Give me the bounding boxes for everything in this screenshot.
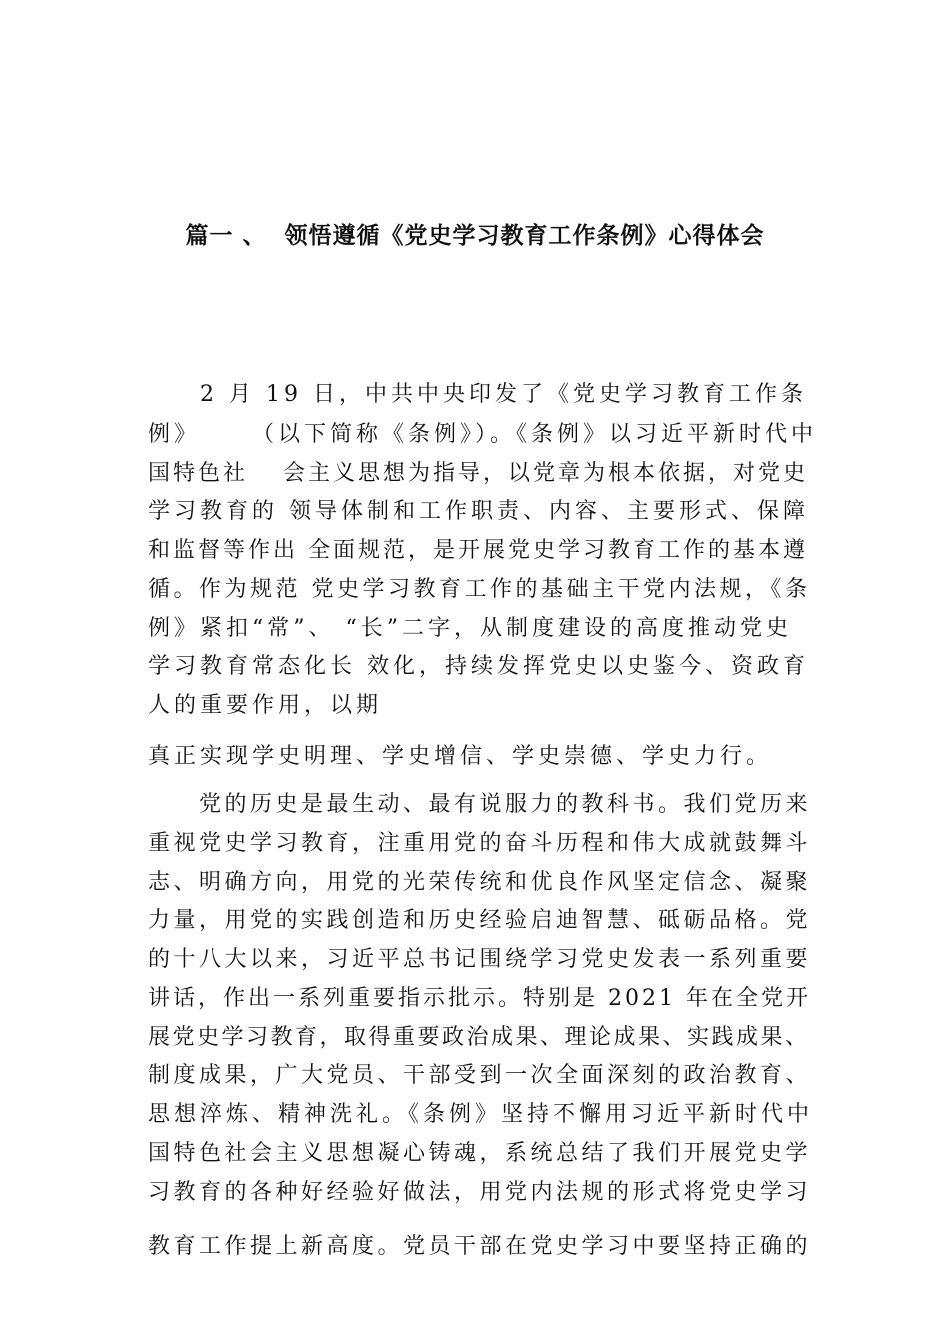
document-title: 篇一 、 领悟遵循《党史学习教育工作条例》心得体会 [185, 223, 765, 249]
body-line: 学习教育的 领导体制和工作职责、内容、主要形式、保障 [148, 499, 809, 524]
body-line: 重视党史学习教育，注重用党的奋斗历程和伟大成就鼓舞斗 [148, 831, 812, 856]
body-line: 例》 （以下简称《条例》）。《条例》以习近平新时代中 [148, 422, 817, 447]
body-line: 国特色社 会主义思想为指导，以党章为根本依据，对党史 [148, 461, 808, 486]
body-line: 党的历史是最生动、最有说服力的教科书。我们党历来 [148, 792, 812, 817]
body-line: 力量，用党的实践创造和历史经验启迪智慧、砥砺品格。党 [148, 908, 812, 933]
body-line: 国特色社会主义思想凝心铸魂，系统总结了我们开展党史学 [148, 1141, 812, 1166]
body-line: 思想淬炼、精神洗礼。《条例》坚持不懈用习近平新时代中 [148, 1102, 814, 1127]
body-line: 循。作为规范 党史学习教育工作的基础主干党内法规，《条 [148, 577, 811, 602]
body-line: 制度成果，广大党员、干部受到一次全面深刻的政治教育、 [148, 1063, 812, 1088]
body-line: 2 月 19 日，中共中央印发了《党史学习教育工作条 [148, 382, 807, 407]
body-line: 人的重要作用，以期 [148, 693, 383, 718]
body-line: 讲话，作出一系列重要指示批示。特别是 2021 年在全党开 [148, 986, 811, 1011]
body-line: 志、明确方向，用党的光荣传统和优良作风坚定信念、凝聚 [148, 870, 812, 895]
body-line: 真正实现学史明理、学史增信、学史崇德、学史力行。 [148, 744, 773, 769]
body-line: 展党史学习教育，取得重要政治成果、理论成果、实践成果、 [148, 1025, 810, 1050]
body-line: 的十八大以来，习近平总书记围绕学习党史发表一系列重要 [148, 947, 812, 972]
body-line: 教育工作提上新高度。党员干部在党史学习中要坚持正确的 [148, 1234, 812, 1259]
body-line: 和监督等作出 全面规范，是开展党史学习教育工作的基本遵 [148, 538, 808, 563]
body-line: 习教育的各种好经验好做法，用党内法规的形式将党史学习 [148, 1180, 812, 1205]
body-line: 例》紧扣“常”、 “长”二字，从制度建设的高度推动党史 [148, 616, 792, 641]
body-line: 学习教育常态化长 效化，持续发挥党史以史鉴今、资政育 [148, 654, 809, 679]
